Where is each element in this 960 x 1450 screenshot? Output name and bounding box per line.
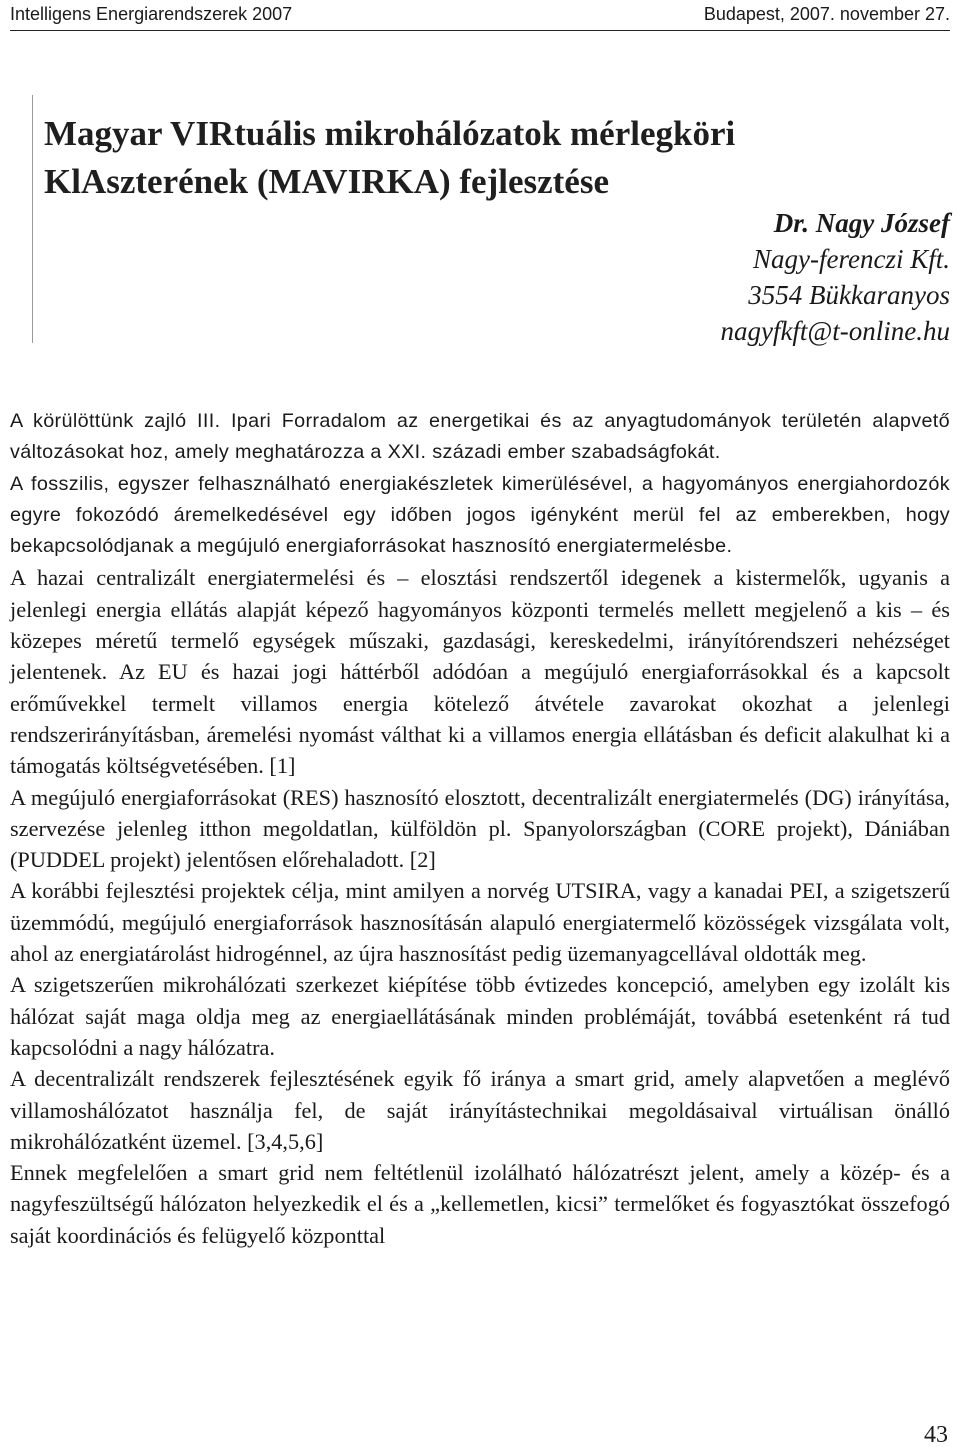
running-header [10,0,950,31]
author-block [530,205,950,349]
author-email: nagyfkft@t-online.hu [720,316,950,346]
author-company: Nagy-ferenczi Kft. [753,244,950,274]
paragraph-conclusion: Ennek megfelelően a smart grid nem feltétlenül izolálható hálózatrészt jelent, amely a közép- és a nagyfeszültségű hálózaton helyezkedik el és a „kellemetlen, kicsi” termelőket és fogyasztókat összefogó saját koordinációs és felügyelő központtal [10,1160,950,1248]
paragraph-intro: A körülöttünk zajló III. Ipari Forradalom az energetikai és az anyagtudományok területén alapvető változásokat hoz, amely meghatározza a XXI. századi ember szabadságfokát. [10,410,950,464]
paragraph-projects: A korábbi fejlesztési projektek célja, mint amilyen a norvég UTSIRA, vagy a kanadai PEI, a szigetszerű üzemmódú, megújuló energiaforrások hasznosításán alapuló energiatermelő közösségek vizsgálata volt, ahol az energiatárolást hidrogénnel, az újra hasznosítást pedig üzemanyagcellával oldották meg. [10,878,950,967]
body-text [10,406,950,1251]
paragraph-res: A megújuló energiaforrásokat (RES) hasznosító elosztott, decentralizált energiatermelés (DG) irányítása, szervezése jelenleg itthon megoldatlan, külföldön pl. Spanyolországban (CORE projekt), Dániában (PUDDEL projekt) jelentősen előrehaladott. [2] [10,784,950,873]
paragraph-island: A szigetszerűen mikrohálózati szerkezet kiépítése több évtizedes koncepció, amelyben egy izolált kis hálózat saját maga oldja meg az energiaellátásának minden problémáját, továbbá esetenként rá tud kapcsolódni a nagy hálózatra. [10,972,950,1060]
paper-title-line-1: Magyar VIRtuális mikrohálózatok mérlegköri [44,114,736,153]
paper-title-line-2: KlAszterének (MAVIRKA) fejlesztése [44,162,609,201]
author-name: Dr. Nagy József [773,208,950,238]
title-side-rule [32,95,33,343]
paragraph-fossil: A fosszilis, egyszer felhasználható energiakészletek kimerülésével, a hagyományos energiahordozók egyre fokozódó áremelkedésével egy időben jogos igényként merül fel az emberekben, hogy bekapcsolódjanak a megújuló energiaforrásokat hasznosító energiatermelésbe. [10,472,950,558]
paragraph-smart-grid: A decentralizált rendszerek fejlesztésének egyik fő iránya a smart grid, amely alapvetően a meglévő villamoshálózatot használja fel, de saját irányítástechnikai megoldásaival virtuálisan önálló mikrohálózatként üzemel. [3,4,5,6] [10,1066,950,1154]
header-date: Budapest, 2007. november 27. [703,4,950,24]
page-number: 43 [924,1422,948,1448]
paragraph-centralized: A hazai centralizált energiatermelési és – elosztási rendszertől idegenek a kistermelők, ugyanis a jelenlegi energia ellátás alapját képező hagyományos központi termelés mellett megjelenő a kis – és közepes méretű termelő egységek műszaki, gazdasági, kereskedelmi, irányítórendszeri nehézséget jelentenek. Az EU és hazai jogi háttérből adódóan a megújuló energiaforrásokkal és a kapcsolt erőművekkel termelt villamos energia kötelező átvétele zavarokat okozhat a jelenlegi rendszerirányításban, áremelési nyomást válthat ki a villamos energia ellátásban és deficit alakulhat ki a támogatás költségvetésében. [1] [10,565,950,779]
header-conference: Intelligens Energiarendszerek 2007 [10,4,293,24]
paper-title [44,110,924,206]
author-address: 3554 Bükkaranyos [748,280,950,310]
